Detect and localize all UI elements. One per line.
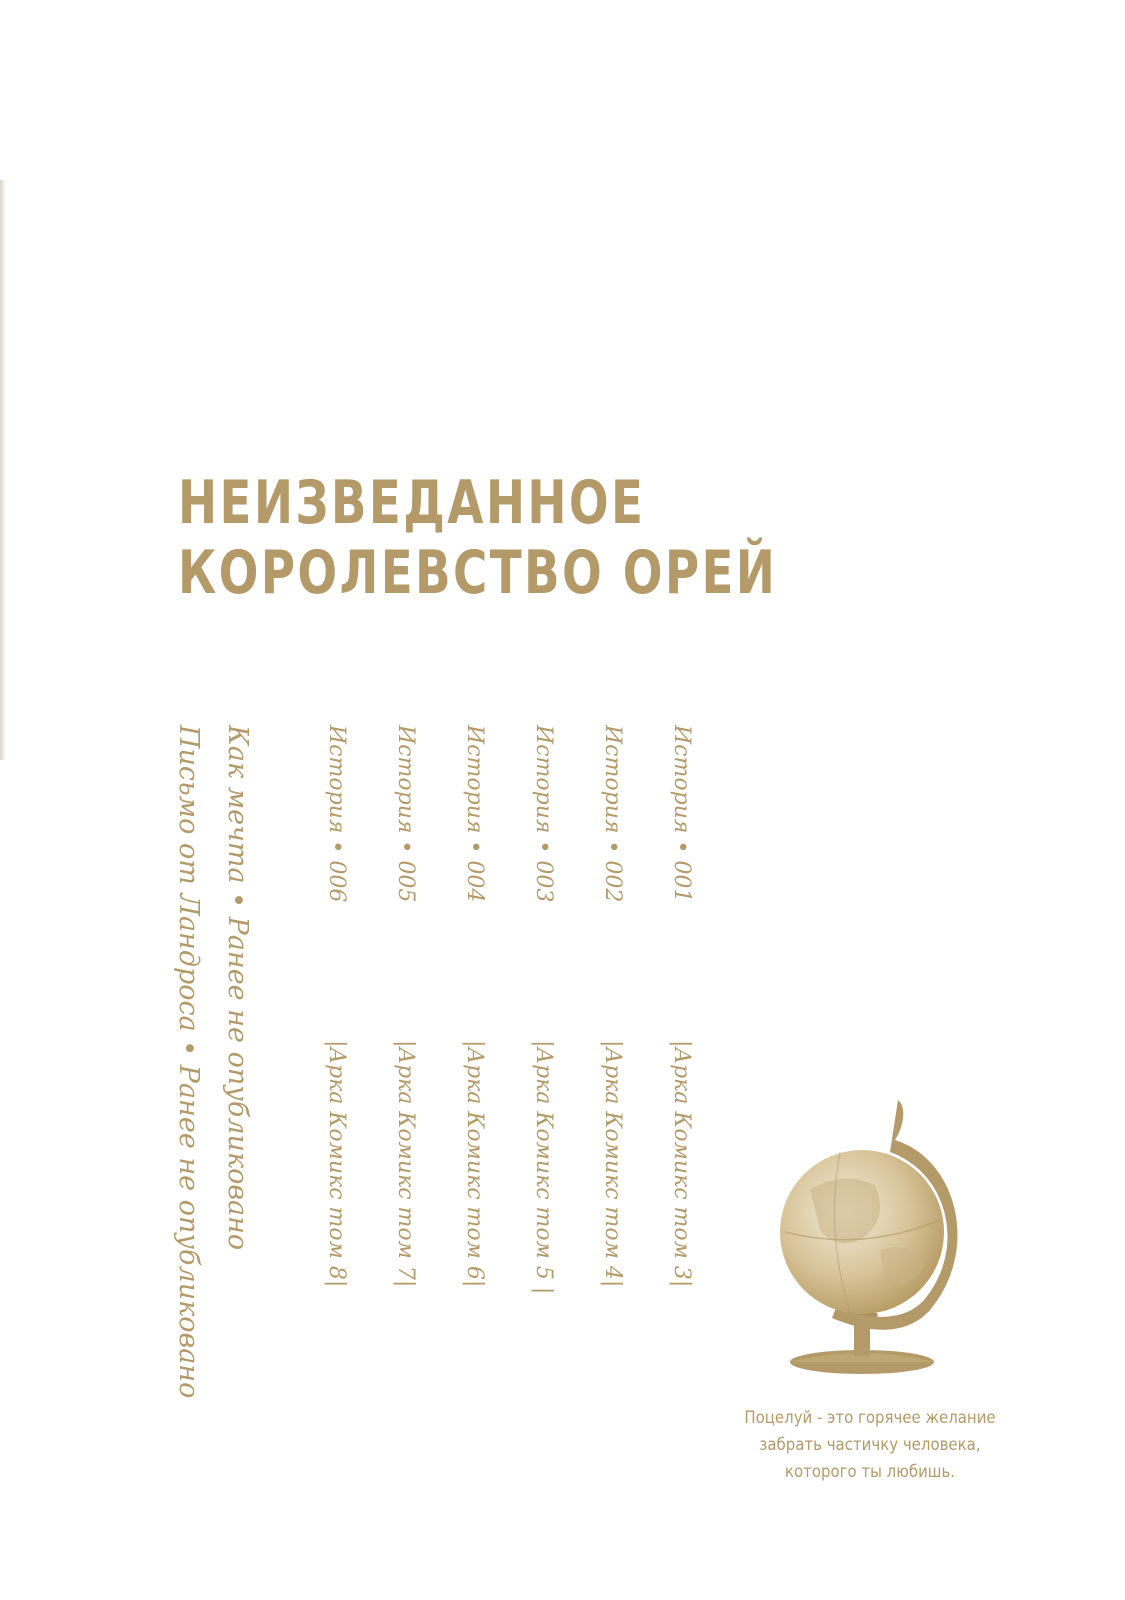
story-label: История • 003	[531, 725, 556, 903]
page-title	[178, 468, 777, 608]
quote-line-3: которого ты любишь.	[784, 1462, 956, 1482]
arc-label: |Арка Комикс том 7|	[393, 1040, 418, 1288]
toc-entry-004	[462, 725, 487, 1385]
title-line-1: НЕИЗВЕДАННОЕ	[178, 468, 646, 538]
globe-illustration	[780, 1100, 990, 1380]
story-label: История • 004	[462, 725, 487, 903]
story-label: История • 002	[600, 725, 625, 903]
arc-label: |Арка Комикс том 5 |	[531, 1040, 556, 1295]
toc-entry-001	[669, 725, 694, 1385]
toc-entry-006	[324, 725, 349, 1385]
extra-entry-letter: Письмо от Ландроса • Ранее не опубликовано	[173, 725, 204, 1399]
title-line-2: КОРОЛЕВСТВО ОРЕЙ	[178, 538, 778, 608]
page-edge-shadow	[0, 180, 6, 760]
toc-entry-003	[531, 725, 556, 1385]
quote-line-1: Поцелуй - это горячее желание	[744, 1408, 996, 1428]
story-label: История • 006	[324, 725, 349, 903]
epigraph-quote	[738, 1405, 1002, 1486]
extra-entry-dream: Как мечта • Ранее не опубликовано	[222, 725, 253, 1251]
toc-entry-002	[600, 725, 625, 1385]
arc-label: |Арка Комикс том 8|	[324, 1040, 349, 1288]
arc-label: |Арка Комикс том 3|	[669, 1040, 694, 1288]
arc-label: |Арка Комикс том 6|	[462, 1040, 487, 1288]
quote-line-2: забрать частичку человека,	[759, 1435, 981, 1455]
story-label: История • 001	[669, 725, 694, 903]
globe-icon	[780, 1100, 990, 1380]
toc-entry-005	[393, 725, 418, 1385]
story-label: История • 005	[393, 725, 418, 903]
arc-label: |Арка Комикс том 4|	[600, 1040, 625, 1288]
